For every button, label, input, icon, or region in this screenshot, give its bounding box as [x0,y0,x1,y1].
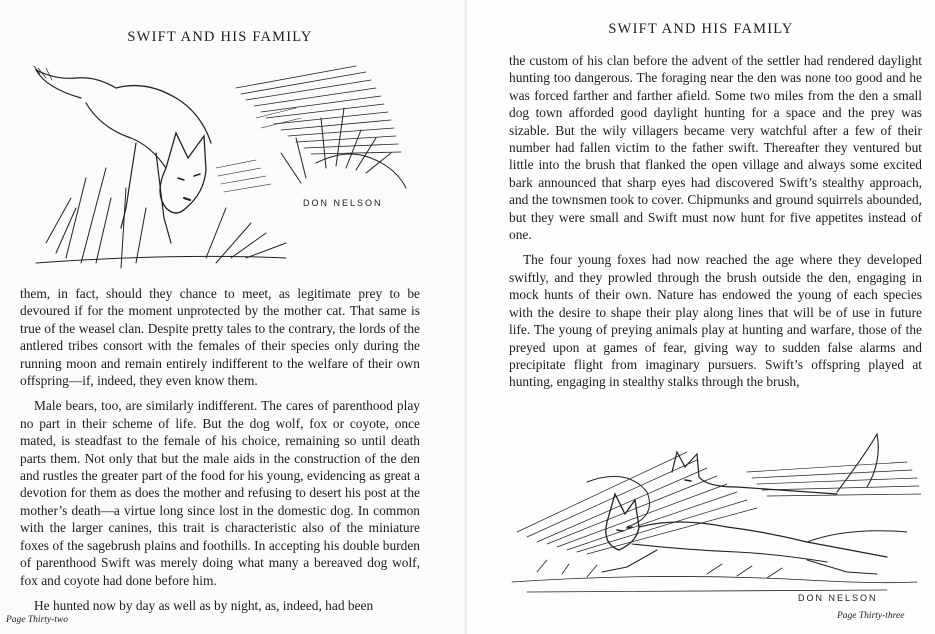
paragraph: The four young foxes had now reached the age where they developed swiftly, and they prowled through the brush outside the den, engaging in mock hunts of their own. Nature has endowed the young of each species with the desire to shape their play along lines that will be of use in future life. The young of preying animals play at hunting and warfare, those of the preyed upon at games of fear, giving way to sudden false alarms and precipitate flight from imaginary pursuers. Swift’s offspring played at hunting, engaging in stealthy stalks through the brush, [509,252,922,390]
paragraph: them, in fact, should they chance to meet, as legitimate prey to be devoured if for the moment unprotected by the mother cat. That same is true of the weasel clan. Despite pretty tales to the contrary, the lords of the antlered tribes consort with the females of their species only during the running moon and remain entirely indifferent to the welfare of their own offspring—if, indeed, they even know them. [20,286,420,389]
illustrator-signature: DON NELSON [798,593,878,603]
illustrator-signature: DON NELSON [303,198,383,208]
left-page [0,0,467,634]
running-foxes-illustration [507,432,927,614]
paragraph: Male bears, too, are similarly indifferent. The cares of parenthood play no part in their scheme of life. But the dog wolf, fox or coyote, once mated, is steadfast to the female of his choice, remaining so until death parts them. Not only that but the male aids in the construction of the den and rustles the greater part of the food for his young, evidencing as great a devotion for them as does the mother and refusing to desert his post at the mother’s death—a virtue long since lost in the domestic dog. In common with the larger canines, this trait is characteristic also of the miniature foxes of the sagebrush plains and foothills. In accepting his double burden of parenthood Swift was merely doing what many a bereaved dog wolf, fox and coyote had done before him. [20,398,420,588]
right-page [467,0,935,634]
left-running-header: SWIFT AND HIS FAMILY [127,29,313,45]
right-page-number: Page Thirty-three [837,611,905,621]
left-page-number: Page Thirty-two [6,615,69,625]
paragraph: He hunted now by day as well as by night, as, indeed, had been [34,597,374,613]
paragraph: the custom of his clan before the advent of the settler had rendered daylight hunting too dangerous. The foraging near the den was none too good and he was forced farther and farther afield. Some two miles from the den a small dog town afforded good daylight hunting for a space and the prey was sizable. But the wily villagers became very watchful after a few of their number had fallen victim to the father swift. Thereafter they ventured but little into the brush that flanked the open village and always some excited bark announced that sharp eyes had discovered Swift’s stealthy approach, and the townsmen took to cover. Chipmunks and ground squirrels abounded, but they were small and Swift must now hunt for five appetites instead of one. [509,53,922,243]
fox-crouching-illustration [26,58,426,271]
right-running-header: SWIFT AND HIS FAMILY [608,21,794,37]
left-page-body [20,285,420,622]
right-page-body [509,52,922,399]
